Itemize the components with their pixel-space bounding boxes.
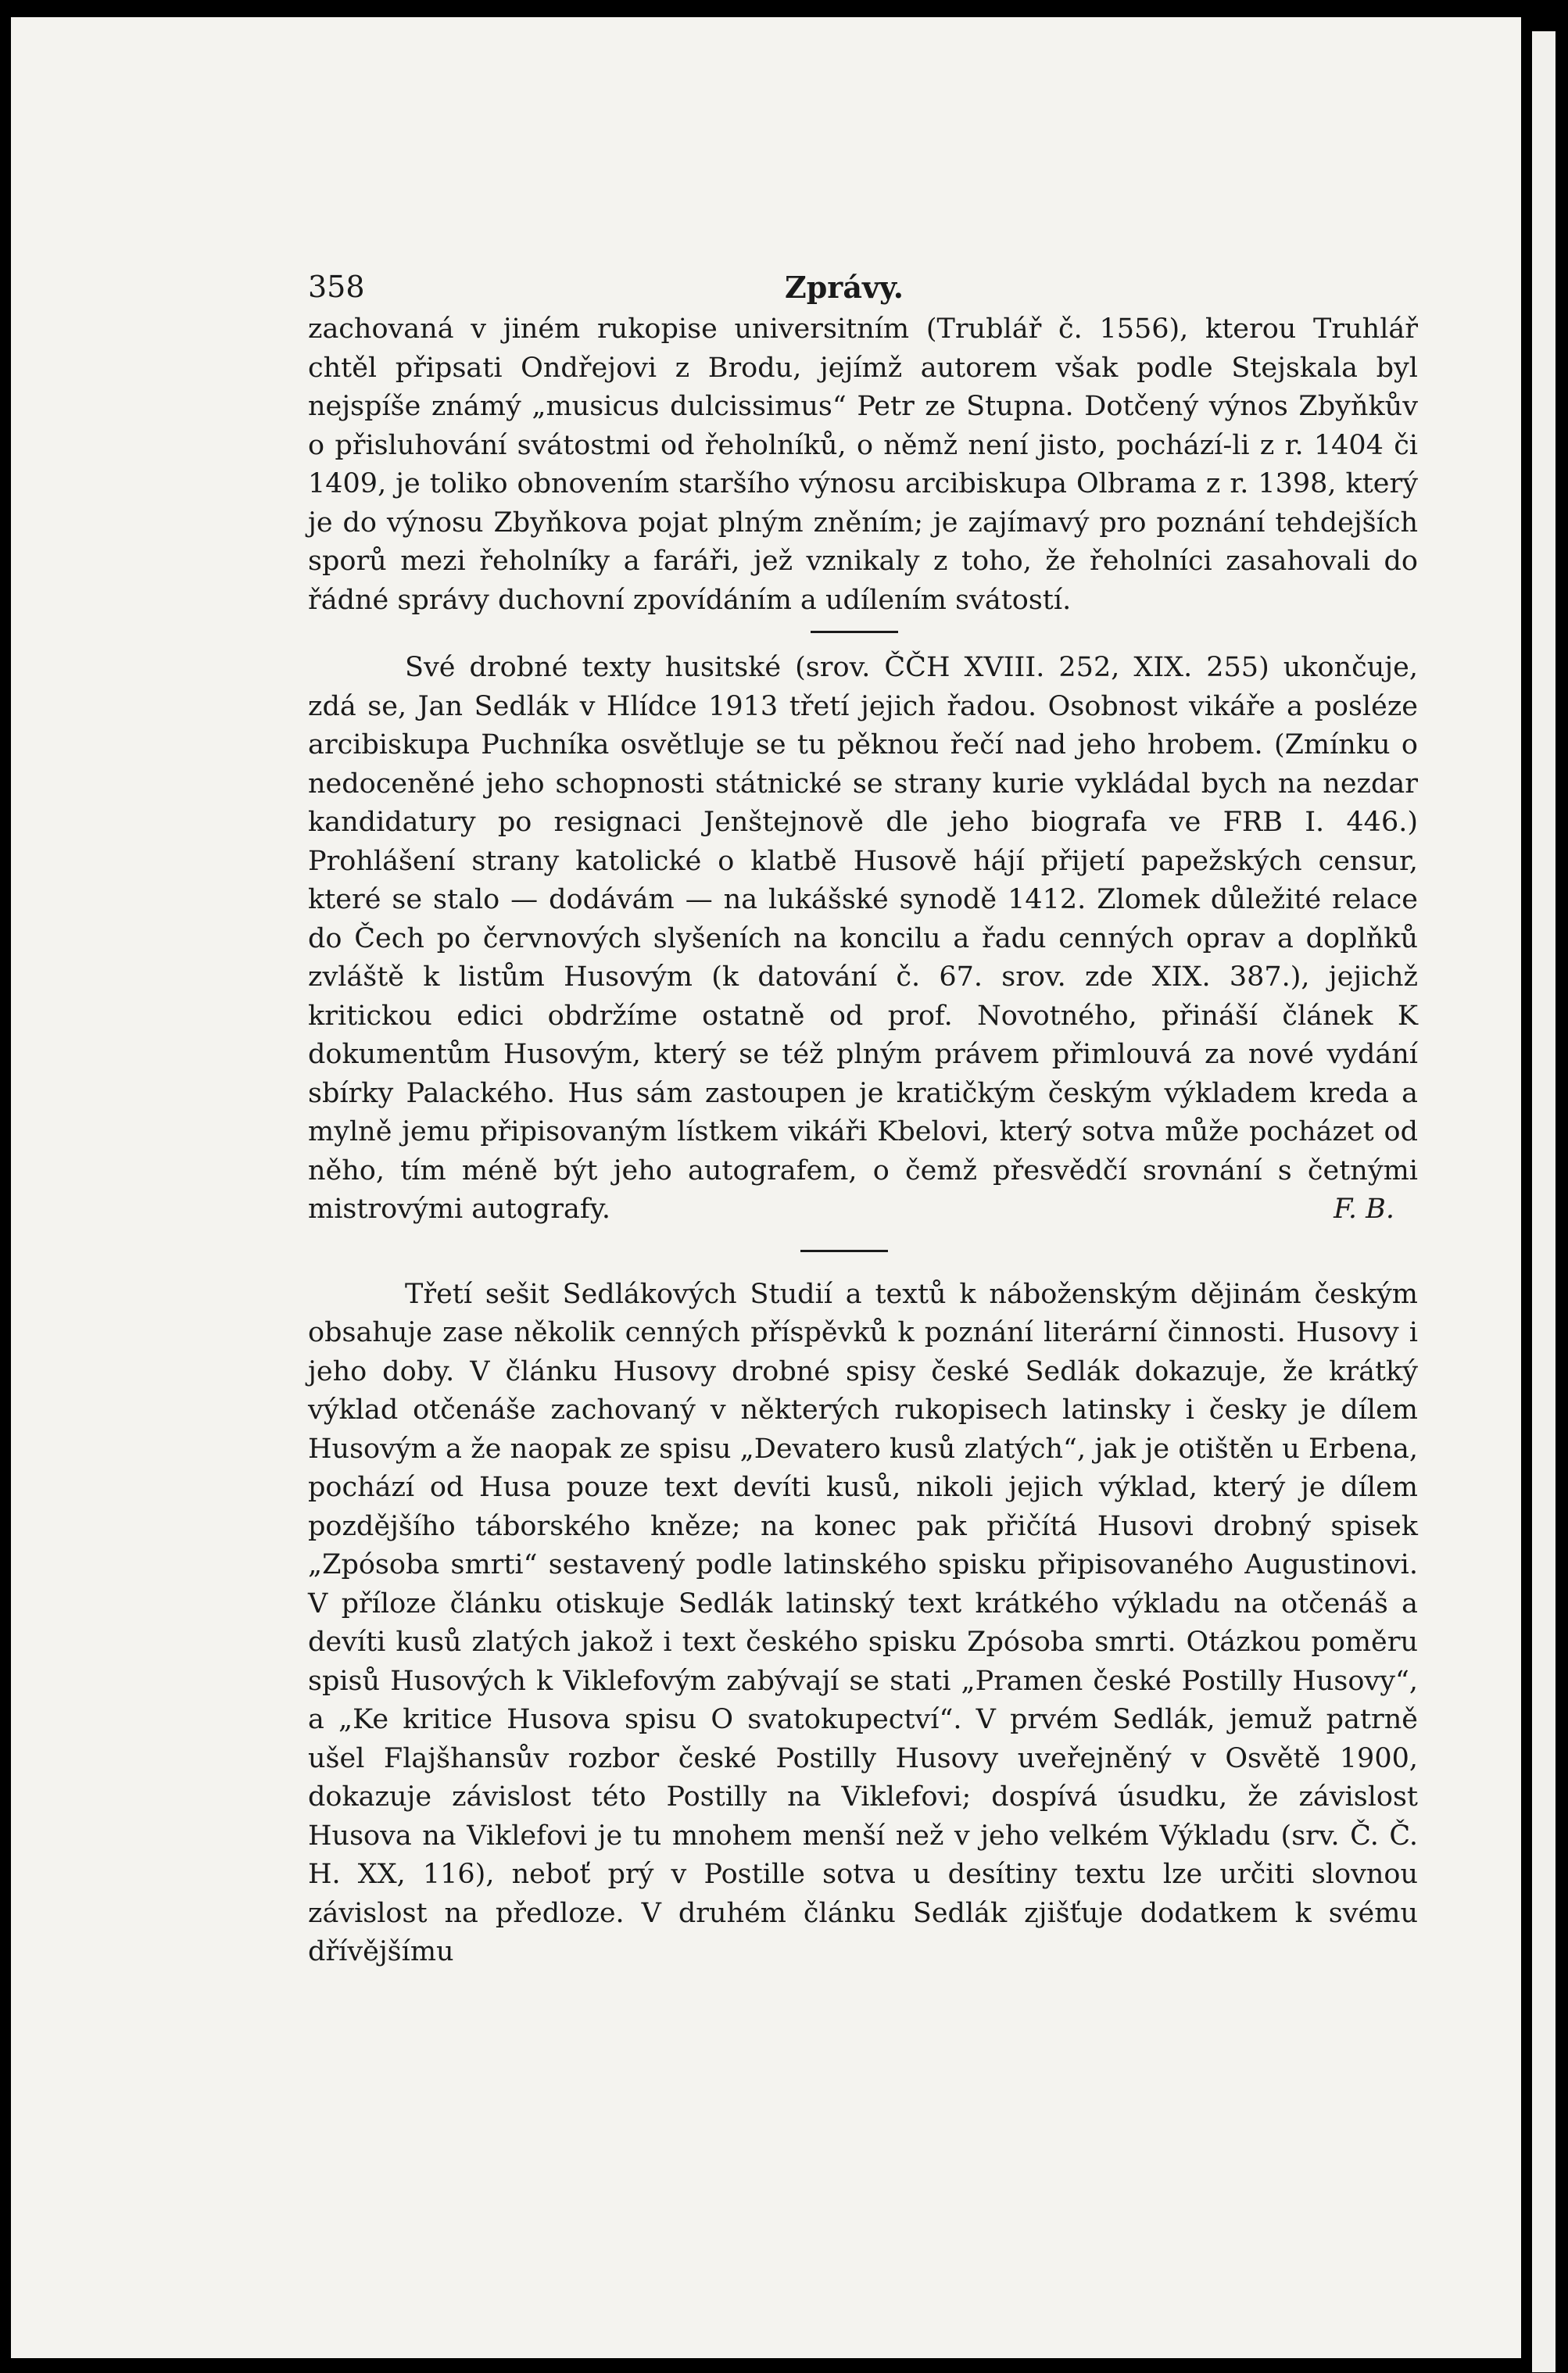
running-head: Zprávy.: [785, 270, 904, 305]
author-signature: F. B.: [1334, 1194, 1394, 1225]
paragraph-2: Své drobné texty husitské (srov. ČČH XVIII. 252, XIX. 255) ukončuje, zdá se, Jan Sedlák v Hlídce 1913 třetí jejich řadou. Osobnost vikáře a posléze arcibiskupa Puchníka osvětluje se tu pěknou řečí nad jeho hrobem. (Zmínku o nedoceněné jeho schopnosti státnické se strany kurie vykládal bych na nezdar kandidatury po resignaci Jenštejnově dle jeho biografa ve FRB I. 446.) Prohlášení strany katolické o klatbě Husově hájí přijetí papežských censur, které se stalo — dodávám — na lukášské synodě 1412. Zlomek důležité relace do Čech po červnových slyšeních na koncilu a řadu cenných oprav a doplňků zvláště k listům Husovým (k datování č. 67. srov. zde XIX. 387.), jejichž kritickou edici obdržíme ostatně od prof. Novotného, přináší článek K dokumentům Husovým, který se též plným právem přimlouvá za nové vydání sbírky Palackého. Hus sám zastoupen je kratičkým českým výkladem kreda a mylně jemu připisovaným lístkem vikáři Kbelovi, který sotva může pocházet od něho, tím méně být jeho autografem, o čemž přesvědčí srovnání s četnými mistrovými autografy.: [308, 652, 1418, 1225]
paragraph-3: Třetí sešit Sedlákových Studií a textů k náboženským dějinám českým obsahuje zase několik cenných příspěvků k poznání literární činnosti. Husovy i jeho doby. V článku Husovy drobné spisy české Sedlák dokazuje, že krátký výklad otčenáše zachovaný v některých rukopisech latinsky i česky je dílem Husovým a že naopak ze spisu „Devatero kusů zlatých“, jak je otištěn u Erbena, pochází od Husa pouze text devíti kusů, nikoli jejich výklad, který je dílem pozdějšího táborského kněze; na konec pak přičítá Husovi drobný spisek „Zpósoba smrti“ sestavený podle latinského spisku připisovaného Augustinovi. V příloze článku otiskuje Sedlák latinský text krátkého výkladu na otčenáš a devíti kusů zlatých jakož i text českého spisku Zpósoba smrti. Otázkou poměru spisů Husových k Viklefovým zabývají se stati „Pramen české Postilly Husovy“, a „Ke kritice Husova spisu O svatokupectví“. V prvém Sedlák, jemuž patrně ušel Flajšhansův rozbor české Postilly Husovy uveřejněný v Osvětě 1900, dokazuje závislost této Postilly na Viklefovi; dospívá úsudku, že závislost Husova na Viklefovi je tu mnohem menší než v jeho velkém Výkladu (srv. Č. Č. H. XX, 116), neboť prý v Postille sotva u desítiny textu lze určiti slovnou závislost na předloze. V druhém článku Sedlák zjišťuje dodatkem k svému dřívějšímu: [308, 1278, 1418, 1967]
page-number: 358: [308, 270, 365, 304]
page-header: [308, 256, 1418, 310]
paragraph-1: zachovaná v jiném rukopise universitním (Trublář č. 1556), kterou Truhlář chtěl připsati Ondřejovi z Brodu, jejímž autorem však podle Stejskala byl nejspíše známý „musicus dulcissimus“ Petr ze Stupna. Dotčený výnos Zbyňkův o přisluhování svátostmi od řeholníků, o němž není jisto, pochází-li z r. 1404 či 1409, je toliko obnovením staršího výnosu arcibiskupa Olbrama z r. 1398, který je do výnosu Zbyňkova pojat plným zněním; je zajímavý pro poznání tehdejších sporů mezi řeholníky a faráři, jež vznikaly z toho, že řeholníci zasahovali do řádné správy duchovní zpovídáním a udílením svátostí.: [308, 313, 1418, 616]
section-divider-2: [800, 1250, 888, 1252]
page-edge: [1532, 31, 1555, 2372]
book-page: [11, 17, 1521, 2358]
section-divider: [811, 631, 898, 633]
page-content: [308, 256, 1418, 1972]
